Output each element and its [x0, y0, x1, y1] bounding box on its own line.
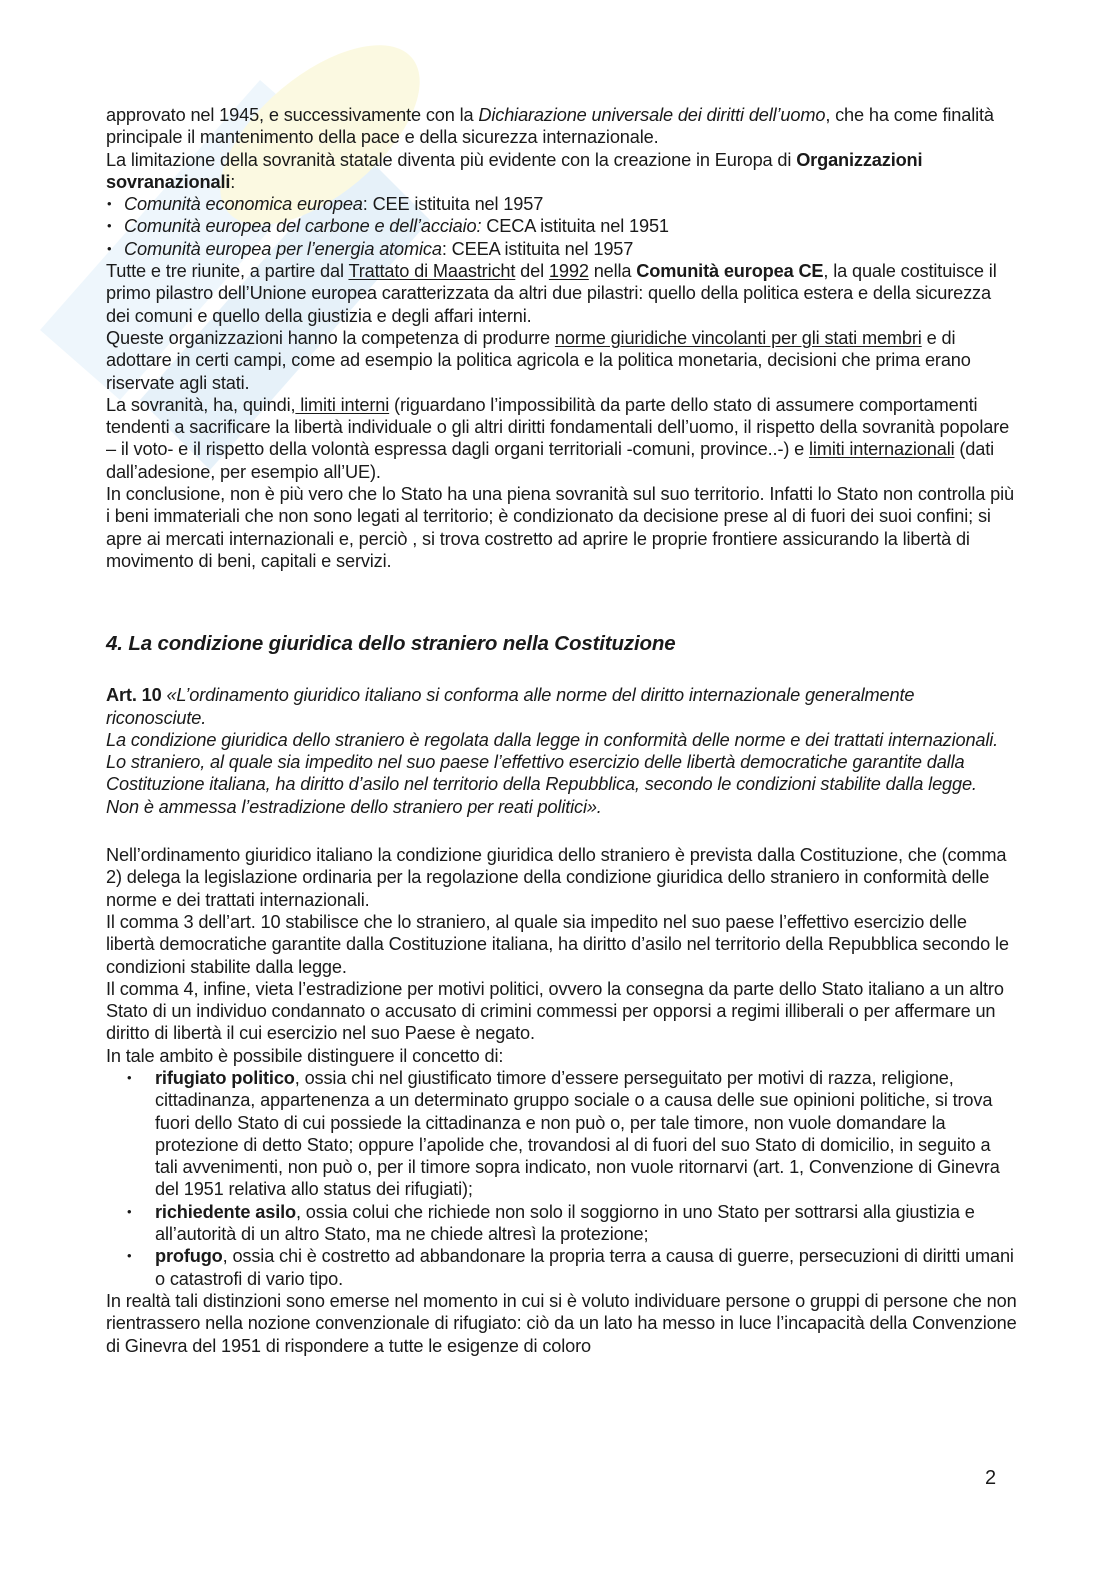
list-item: • Comunità europea del carbone e dell’acciaio: CECA istituita nel 1951 — [106, 215, 1018, 237]
list-item: • Comunità europea per l’energia atomica: CEEA istituita nel 1957 — [106, 238, 1018, 260]
paragraph-sovereignty-limits: La limitazione della sovranità statale diventa più evidente con la creazione in Europa di Organizzazioni sovranazionali: — [106, 149, 923, 192]
paragraph-distinctions: In tale ambito è possibile distinguere il concetto di: — [106, 1045, 504, 1066]
document-body — [106, 104, 1018, 1357]
list-item: • richiedente asilo, ossia colui che richiede non solo il soggiorno in uno Stato per sottrarsi alla giustizia e all’autorità di un altro Stato, ma ne chiede altresì la protezione; — [106, 1201, 1018, 1246]
page-number: 2 — [985, 1467, 997, 1489]
paragraph-comma-4: Il comma 4, infine, vieta l’estradizione per motivi politici, ovvero la consegna da parte dello Stato italiano a un altro Stato di un individuo condannato o accusato di crimini commessi per opporsi a regimi illiberali o per affermare un diritto di libertà il cui esercizio nel suo Paese è negato. — [106, 978, 1004, 1044]
paragraph-maastricht: Tutte e tre riunite, a partire dal Trattato di Maastricht del 1992 nella Comunità europea CE, la quale costituisce il primo pilastro dell’Unione europea caratterizzata da altri due pilastri: quello della politica estera e della sicurezza dei comuni e quello della giustizia e degli affari interni. — [106, 261, 997, 326]
paragraph-comma-3: Il comma 3 dell’art. 10 stabilisce che lo straniero, al quale sia impedito nel suo paese l’effettivo esercizio delle libertà democratiche garantite dalla Costituzione italiana, ha diritto d’asilo nel territorio della Repubblica secondo le condizioni stabilite dalla legge. — [106, 911, 1009, 977]
article-10-quote: Art. 10 «L’ordinamento giuridico italiano si conforma alle norme del diritto internazionale generalmente riconosciute. La condizione giuridica dello straniero è regolata dalla legge in conformità delle norme e dei trattati internazionali. Lo straniero, al quale sia impedito nel suo paese l’effettivo esercizio delle libertà democratiche garantite dalla Costituzione italiana, ha diritto d’asilo nel territorio della Repubblica, secondo le condizioni stabilite dalla legge. Non è ammessa l’estradizione dello straniero per reati politici». — [106, 685, 999, 817]
definitions-list — [106, 1067, 1018, 1290]
section-heading: 4. La condizione giuridica dello straniero nella Costituzione — [106, 632, 676, 656]
list-item: • rifugiato politico, ossia chi nel giustificato timore d’essere perseguitato per motivi di razza, religione, cittadinanza, appartenenza a un determinato gruppo sociale o a causa delle sue opinioni politiche, si trova fuori dello Stato di cui possiede la cittadinanza e non può o, per tale timore, non vuole domandare la protezione di detto Stato; oppure l’apolide che, trovandosi al di fuori del suo Stato di domicilio, in seguito a tali avvenimenti, non può o, per il timore sopra indicato, non vuole ritornarvi (art. 1, Convenzione di Ginevra del 1951 relativa allo status dei rifugiati); — [106, 1067, 1018, 1201]
organizations-list — [106, 193, 1018, 260]
paragraph-closing: In realtà tali distinzioni sono emerse nel momento in cui si è voluto individuare persone o gruppi di persone che non rientrassero nella nozione convenzionale di rifugiato: ciò da un lato ha messo in luce l’incapacità della Convenzione di Ginevra del 1951 di rispondere a tutte le esigenze di coloro — [106, 1290, 1017, 1356]
paragraph-conclusion: In conclusione, non è più vero che lo Stato ha una piena sovranità sul suo territorio. Infatti lo Stato non controlla più i beni immateriali che non sono legati al territorio; è condizionato da decisione prese al di fuori dei suoi confini; si apre ai mercati internazionali e, perciò , si trova costretto ad aprire le proprie frontiere assicurando la libertà di movimento di beni, capitali e servizi. — [106, 484, 1014, 571]
paragraph-constitution: Nell’ordinamento giuridico italiano la condizione giuridica dello straniero è prevista dalla Costituzione, che (comma 2) delega la legislazione ordinaria per la regolazione della condizione giuridica dello straniero in conformità delle norme e dei trattati internazionali. — [106, 845, 1007, 910]
list-item: • Comunità economica europea: CEE istituita nel 1957 — [106, 193, 1018, 215]
paragraph-competences: Queste organizzazioni hanno la competenza di produrre norme giuridiche vincolanti per gli stati membri e di adottare in certi campi, come ad esempio la politica agricola e la politica monetaria, decisioni che prima erano riservate agli stati. — [106, 327, 971, 393]
paragraph-un-charter: approvato nel 1945, e successivamente con la Dichiarazione universale dei diritti dell’uomo, che ha come finalità principale il mantenimento della pace e della sicurezza internazionale. — [106, 105, 994, 148]
paragraph-limits: La sovranità, ha, quindi, limiti interni (riguardano l’impossibilità da parte dello stato di assumere comportamenti tendenti a sacrificare la libertà individuale o gli altri diritti fondamentali dell’uomo, il rispetto della sovranità popolare – il voto- e il rispetto della volontà espressa dagli organi territoriali -comuni, province..-) e limiti internazionali (dati dall’adesione, per esempio all’UE). — [106, 394, 1010, 482]
list-item: • profugo, ossia chi è costretto ad abbandonare la propria terra a causa di guerre, persecuzioni di diritti umani o catastrofi di vario tipo. — [106, 1245, 1018, 1290]
